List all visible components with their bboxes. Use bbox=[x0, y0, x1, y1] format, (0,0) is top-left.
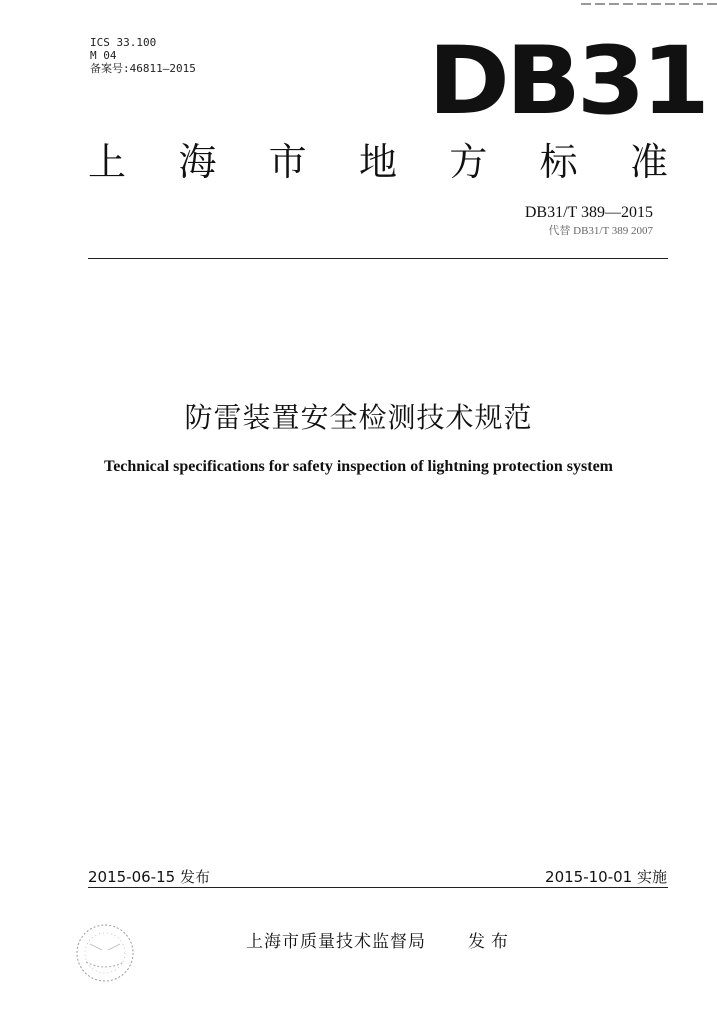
ccs-code: M 04 bbox=[90, 49, 117, 62]
scan-edge-marks bbox=[577, 0, 717, 10]
heading-char: 地 bbox=[358, 140, 397, 184]
bottom-divider bbox=[88, 887, 668, 888]
document-title-cn: 防雷装置安全检测技术规范 bbox=[184, 401, 533, 434]
issue-label: 发布 bbox=[468, 932, 514, 952]
official-seal-stamp bbox=[72, 920, 138, 986]
heading-char: 上 bbox=[88, 140, 127, 184]
ics-code: ICS 33.100 bbox=[90, 36, 157, 49]
heading-char: 标 bbox=[539, 140, 578, 184]
top-divider bbox=[88, 258, 668, 259]
implement-date: 2015-10-01 实施 bbox=[545, 868, 667, 886]
replaces-standard: 代替 DB31/T 389 2007 bbox=[548, 225, 653, 237]
publish-date: 2015-06-15 发布 bbox=[88, 868, 210, 886]
filing-number: 备案号:46811—2015 bbox=[90, 62, 196, 75]
heading-char: 方 bbox=[449, 140, 488, 184]
document-title-en: Technical specifications for safety inspection of lightning protection system bbox=[103, 458, 614, 475]
heading-char: 市 bbox=[268, 140, 307, 184]
heading-char: 海 bbox=[178, 140, 217, 184]
document-metadata bbox=[90, 36, 196, 75]
standard-number: DB31/T 389—2015 bbox=[524, 204, 653, 221]
heading-char: 准 bbox=[629, 140, 668, 184]
db31-logo: DB31 bbox=[428, 27, 706, 136]
standard-type-heading bbox=[88, 140, 668, 184]
issuing-authority: 上海市质量技术监督局 bbox=[246, 932, 426, 952]
